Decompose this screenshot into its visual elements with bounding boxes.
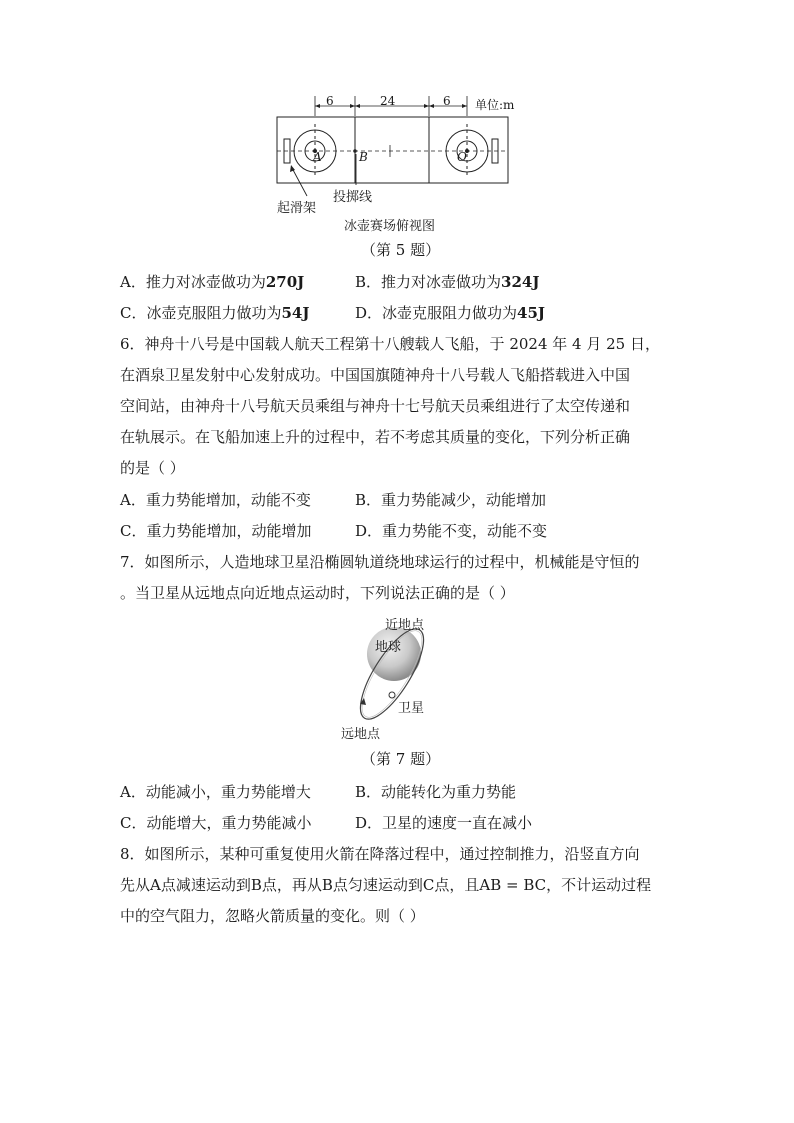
throw-line-label: 投掷线: [333, 190, 373, 205]
point-b-label: B: [359, 150, 368, 164]
q6-line-3: 空间站，由神舟十八号航天员乘组与神舟十七号航天员乘组进行了太空传递和: [120, 397, 631, 415]
dim-label-3: 6: [443, 94, 451, 108]
q8-line-2: 先从A点减速运动到B点，再从B点匀速运动到C点，且AB = BC，不计运动过程: [120, 876, 652, 894]
option-text: D．冰壶克服阻力做功为: [355, 304, 518, 322]
point-a-label: A: [313, 150, 322, 164]
dim-label-1: 6: [326, 94, 334, 108]
q5-option-b: [355, 272, 539, 292]
q6-option-b: B．重力势能减少，动能增加: [355, 491, 547, 509]
point-o-label: O: [457, 150, 467, 164]
q5-option-c: [120, 303, 309, 323]
q6-line-5: 的是（ ）: [120, 459, 185, 477]
satellite-label: 卫星: [398, 701, 425, 716]
q7-line-2: 。当卫星从远地点向近地点运动时，下列说法正确的是（ ）: [120, 584, 515, 602]
perigee-label: 近地点: [385, 618, 425, 633]
q5-option-a: [120, 272, 304, 292]
dim-label-2: 24: [380, 94, 396, 108]
option-value: 324J: [501, 273, 540, 291]
q6-option-a: A．重力势能增加，动能不变: [120, 491, 311, 509]
earth-label: 地球: [375, 640, 402, 655]
q7-option-a: A．动能减小，重力势能增大: [120, 783, 311, 801]
option-value: 54J: [281, 304, 310, 322]
q7-option-c: C．动能增大，重力势能减小: [120, 814, 312, 832]
q6-line-4: 在轨展示。在飞船加速上升的过程中，若不考虑其质量的变化，下列分析正确: [120, 428, 631, 446]
q7-line-1: 7．如图所示，人造地球卫星沿椭圆轨道绕地球运行的过程中，机械能是守恒的: [120, 553, 640, 571]
slide-frame-label: 起滑架: [277, 201, 317, 216]
satellite-icon: [389, 692, 395, 698]
figure-title: 冰壶赛场俯视图: [344, 219, 436, 234]
q8-line-3: 中的空气阻力，忽略火箭质量的变化。则（ ）: [120, 907, 425, 925]
q7-figure-caption: （第 7 题）: [361, 750, 441, 768]
option-text: C．冰壶克服阻力做功为: [120, 304, 282, 322]
option-text: B．推力对冰壶做功为: [355, 273, 502, 291]
unit-label: 单位:m: [475, 98, 515, 112]
q5-option-d: [355, 303, 545, 323]
option-value: 270J: [265, 273, 305, 291]
q6-option-c: C．重力势能增加，动能增加: [120, 522, 312, 540]
option-value: 45J: [517, 304, 546, 322]
q7-option-d: D．卫星的速度一直在减小: [355, 814, 533, 832]
q8-line-1: 8．如图所示，某种可重复使用火箭在降落过程中，通过控制推力，沿竖直方向: [120, 845, 640, 863]
q7-option-b: B．动能转化为重力势能: [355, 783, 517, 801]
figure-caption: （第 5 题）: [361, 241, 441, 259]
q6-option-d: D．重力势能不变，动能不变: [355, 522, 548, 540]
option-text: A．推力对冰壶做功为: [120, 273, 266, 291]
apogee-label: 远地点: [341, 727, 381, 742]
q6-line-1: 6．神舟十八号是中国载人航天工程第十八艘载人飞船，于 2024 年 4 月 25 日，: [120, 335, 660, 353]
q6-line-2: 在酒泉卫星发射中心发射成功。中国国旗随神舟十八号载人飞船搭载进入中国: [120, 366, 631, 384]
